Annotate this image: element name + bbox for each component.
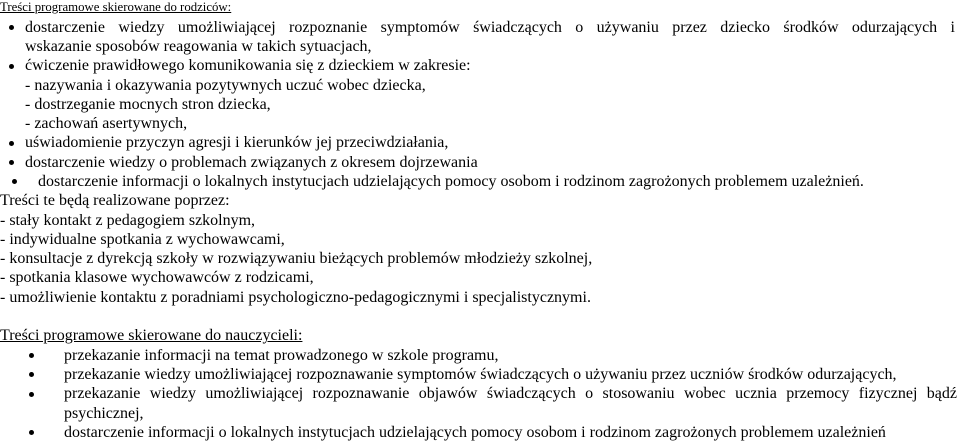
list-item bbox=[0, 172, 959, 191]
list-item bbox=[0, 346, 959, 365]
list-item-subpoint bbox=[0, 114, 959, 133]
list-item-text: wskazanie sposobów reagowania w takich sytuacjach, bbox=[25, 37, 372, 55]
list-item-text: dostarczenie informacji o lokalnych instytucjach udzielających pomocy osobom i rodzinom zagrożonych problemem uzależnień. bbox=[38, 172, 864, 190]
list-item bbox=[0, 133, 959, 152]
list-item-text: - dostrzeganie mocnych stron dziecka, bbox=[25, 95, 271, 113]
list-item bbox=[0, 153, 959, 172]
method-item bbox=[0, 211, 959, 230]
method-item bbox=[0, 288, 959, 307]
list-item-subpoint bbox=[0, 76, 959, 95]
list-item bbox=[0, 56, 959, 75]
list-item-text: ćwiczenie prawidłowego komunikowania się z dzieckiem w zakresie: bbox=[25, 57, 471, 75]
method-item bbox=[0, 249, 959, 268]
bullet-icon bbox=[9, 141, 14, 146]
list-item-text: uświadomienie przyczyn agresji i kierunków jej przeciwdziałania, bbox=[25, 134, 449, 152]
list-item bbox=[0, 384, 959, 403]
method-item-text: - indywidualne spotkania z wychowawcami, bbox=[0, 230, 285, 248]
bullet-icon bbox=[9, 64, 14, 69]
method-item-text: - stały kontakt z pedagogiem szkolnym, bbox=[0, 211, 256, 229]
bullet-icon bbox=[29, 372, 34, 377]
method-item-text: - umożliwienie kontaktu z poradniami psychologiczno-pedagogicznymi i specjalistycznymi. bbox=[0, 288, 591, 306]
blank-line bbox=[0, 307, 959, 326]
bullet-icon bbox=[9, 160, 14, 165]
list-item-text: przekazanie wiedzy umożliwiającej rozpoznawanie symptomów świadczących o używaniu przez uczniów środków odurzających, bbox=[64, 365, 897, 383]
list-item-text: psychicznej, bbox=[64, 404, 144, 422]
list-item-text: - zachowań asertywnych, bbox=[25, 115, 188, 133]
methods-heading bbox=[0, 191, 959, 210]
bullet-icon bbox=[9, 25, 14, 30]
method-item bbox=[0, 230, 959, 249]
list-item bbox=[0, 18, 959, 37]
list-item-continuation bbox=[0, 37, 959, 56]
bullet-icon bbox=[29, 392, 34, 397]
list-item bbox=[0, 365, 959, 384]
list-item-text: przekazanie informacji na temat prowadzonego w szkole programu, bbox=[64, 346, 499, 364]
list-item-text: przekazanie wiedzy umożliwiającej rozpoznawanie objawów świadczących o stosowaniu wobec ucznia przemocy fizycznej bądź bbox=[64, 385, 957, 403]
methods-heading-text: Treści te będą realizowane poprzez: bbox=[0, 192, 230, 210]
list-item-text: - nazywania i okazywania pozytywnych uczuć wobec dziecka, bbox=[25, 76, 426, 94]
bullet-icon bbox=[29, 430, 34, 435]
method-item-text: - spotkania klasowe wychowawców z rodzicami, bbox=[0, 269, 314, 287]
section-heading-teachers-text: Treści programowe skierowane do nauczycieli: bbox=[0, 327, 303, 345]
list-item bbox=[0, 423, 959, 442]
section-heading-parents bbox=[0, 0, 959, 18]
bullet-icon bbox=[29, 353, 34, 358]
section-heading-parents-text: Treści programowe skierowane do rodziców: bbox=[0, 0, 232, 15]
list-item-text: dostarczenie informacji o lokalnych instytucjach udzielających pomocy osobom i rodzinom zagrożonych problemem uzależnień bbox=[64, 423, 886, 441]
list-item-text: dostarczenie wiedzy umożliwiającej rozpoznanie symptomów świadczących o używaniu przez dziecko środków odurzających i bbox=[25, 18, 955, 36]
list-item-text: dostarczenie wiedzy o problemach związanych z okresem dojrzewania bbox=[25, 153, 478, 171]
list-item-continuation bbox=[0, 404, 959, 423]
method-item-text: - konsultacje z dyrekcją szkoły w rozwiązywaniu bieżących problemów młodzieży szkolnej, bbox=[0, 250, 593, 268]
bullet-icon bbox=[12, 179, 17, 184]
list-item-subpoint bbox=[0, 95, 959, 114]
section-heading-teachers bbox=[0, 326, 959, 345]
method-item bbox=[0, 268, 959, 287]
